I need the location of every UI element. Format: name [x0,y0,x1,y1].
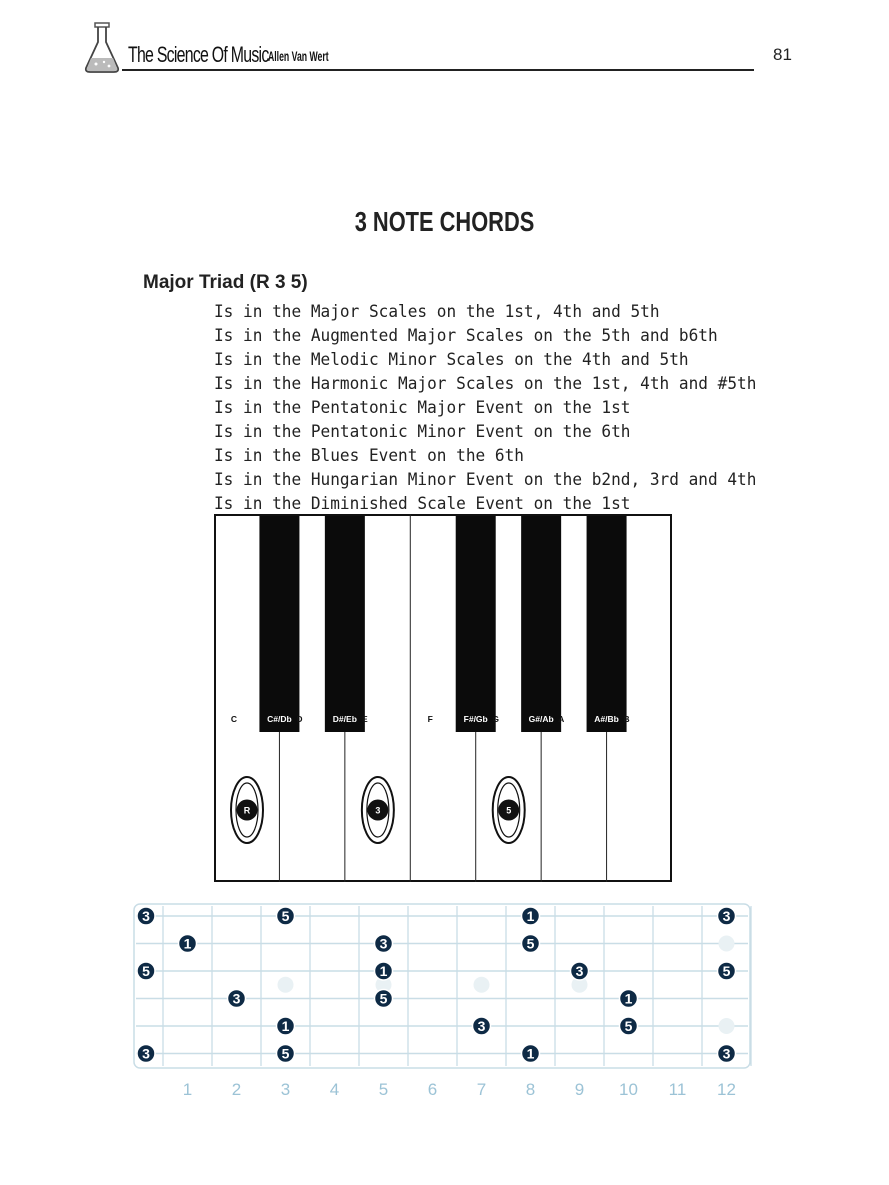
section-title: 3 NOTE CHORDS [354,206,535,237]
fret-marker-label: 1 [624,990,633,1007]
fret-marker [718,907,736,925]
white-key-label: C [230,714,238,724]
fret-marker [522,935,540,953]
fret-marker [718,962,736,980]
list-item: Is in the Blues Event on the 6th [214,446,524,465]
black-key-label: A#/Bb [594,714,619,724]
fret-number: 7 [476,1080,487,1099]
fret-marker-label: 3 [379,935,388,952]
black-key-label: D#/Eb [332,714,357,724]
black-key [587,516,627,732]
fret-marker-label: 3 [232,990,241,1007]
fret-number: 10 [619,1080,638,1099]
list-item: Is in the Major Scales on the 1st, 4th and 5th [214,302,660,321]
fret-marker [277,907,295,925]
chord-tone-marker [362,777,394,843]
black-key [521,516,561,732]
fret-marker-label: 5 [142,963,150,979]
fret-marker [179,935,197,953]
fret-marker [620,1017,638,1035]
marker-label: 5 [506,805,512,816]
inlay-dot [719,1018,735,1034]
fret-marker [277,1045,295,1063]
fret-number: 8 [525,1080,536,1099]
flask-icon [82,22,122,74]
list-item: Is in the Pentatonic Major Event on the 1st [214,398,631,417]
fret-marker [375,990,393,1008]
fret-marker [522,1045,540,1063]
fret-number: 2 [231,1080,242,1099]
fret-marker-label: 5 [281,908,290,924]
fret-marker-label: 5 [281,1045,290,1062]
fret-marker [620,990,638,1008]
marker-label: 3 [375,805,381,816]
fret-marker-label: 1 [379,963,388,979]
list-item: Is in the Hungarian Minor Event on the b2nd, 3rd and 4th [214,470,757,489]
fret-marker-label: 3 [722,908,731,924]
fret-number: 6 [427,1080,438,1099]
fret-marker-label: 3 [142,908,150,924]
list-item: Is in the Harmonic Major Scales on the 1st, 4th and #5th [214,374,757,393]
white-key-label: B [623,714,630,724]
fret-marker-label: 1 [526,1045,535,1062]
white-key-label: D [296,714,303,724]
black-key [456,516,496,732]
black-key-label: C#/Db [267,714,292,724]
header-divider [122,69,754,71]
fretboard-frame [134,904,750,1068]
black-key [325,516,365,732]
book-title: The Science Of Music [128,42,269,67]
fret-marker-label: 1 [183,935,192,952]
chord-title: Major Triad (R 3 5) [143,272,308,293]
black-key-label: G#/Ab [528,714,554,724]
marker-label: R [243,805,251,816]
fret-marker [718,1045,736,1063]
chord-tone-marker [231,777,263,843]
fret-marker-label: 3 [142,1045,150,1062]
page-header [82,18,754,74]
fret-marker-label: 3 [477,1018,486,1034]
fret-marker-label: 1 [526,908,535,924]
list-item: Is in the Diminished Scale Event on the 1st [214,494,631,513]
list-item: Is in the Melodic Minor Scales on the 4th and 5th [214,350,689,369]
fret-marker-label: 3 [722,1045,731,1062]
fret-marker-label: 5 [526,935,535,952]
fret-marker [277,1017,295,1035]
fret-number: 4 [329,1080,340,1099]
fret-marker-label: 3 [575,963,584,979]
chord-usage-list [214,300,770,516]
chord-tone-marker [493,777,525,843]
inlay-dot [474,977,490,993]
fret-marker [137,907,155,925]
black-key [259,516,299,732]
fret-marker-label: 5 [624,1018,633,1034]
list-item: Is in the Augmented Major Scales on the 5th and b6th [214,326,718,345]
fret-number: 9 [574,1080,585,1099]
fret-marker [375,962,393,980]
fret-marker [137,1045,155,1063]
fretboard-diagram [132,902,754,1102]
fret-marker [228,990,246,1008]
black-key-label: F#/Gb [463,714,488,724]
list-item: Is in the Pentatonic Minor Event on the 6th [214,422,631,441]
fret-marker [571,962,589,980]
inlay-dot [719,936,735,952]
fret-number: 12 [717,1080,736,1099]
page-number: 81 [773,45,792,64]
fret-number: 1 [182,1080,193,1099]
fret-marker-label: 5 [379,990,388,1007]
piano-diagram [214,514,672,882]
white-key-label: E [362,714,368,724]
fret-number: 3 [280,1080,291,1099]
white-key-label: F [427,714,433,724]
fret-marker [137,962,155,980]
fret-marker-label: 1 [281,1018,290,1034]
white-key-label: G [492,714,500,724]
fret-marker [473,1017,491,1035]
author-name: Allen Van Wert [268,48,329,64]
fret-number: 11 [668,1080,687,1099]
white-key-label: A [558,714,565,724]
inlay-dot [278,977,294,993]
fret-number: 5 [378,1080,389,1099]
fret-marker-label: 5 [722,963,731,979]
fret-marker [375,935,393,953]
fret-marker [522,907,540,925]
